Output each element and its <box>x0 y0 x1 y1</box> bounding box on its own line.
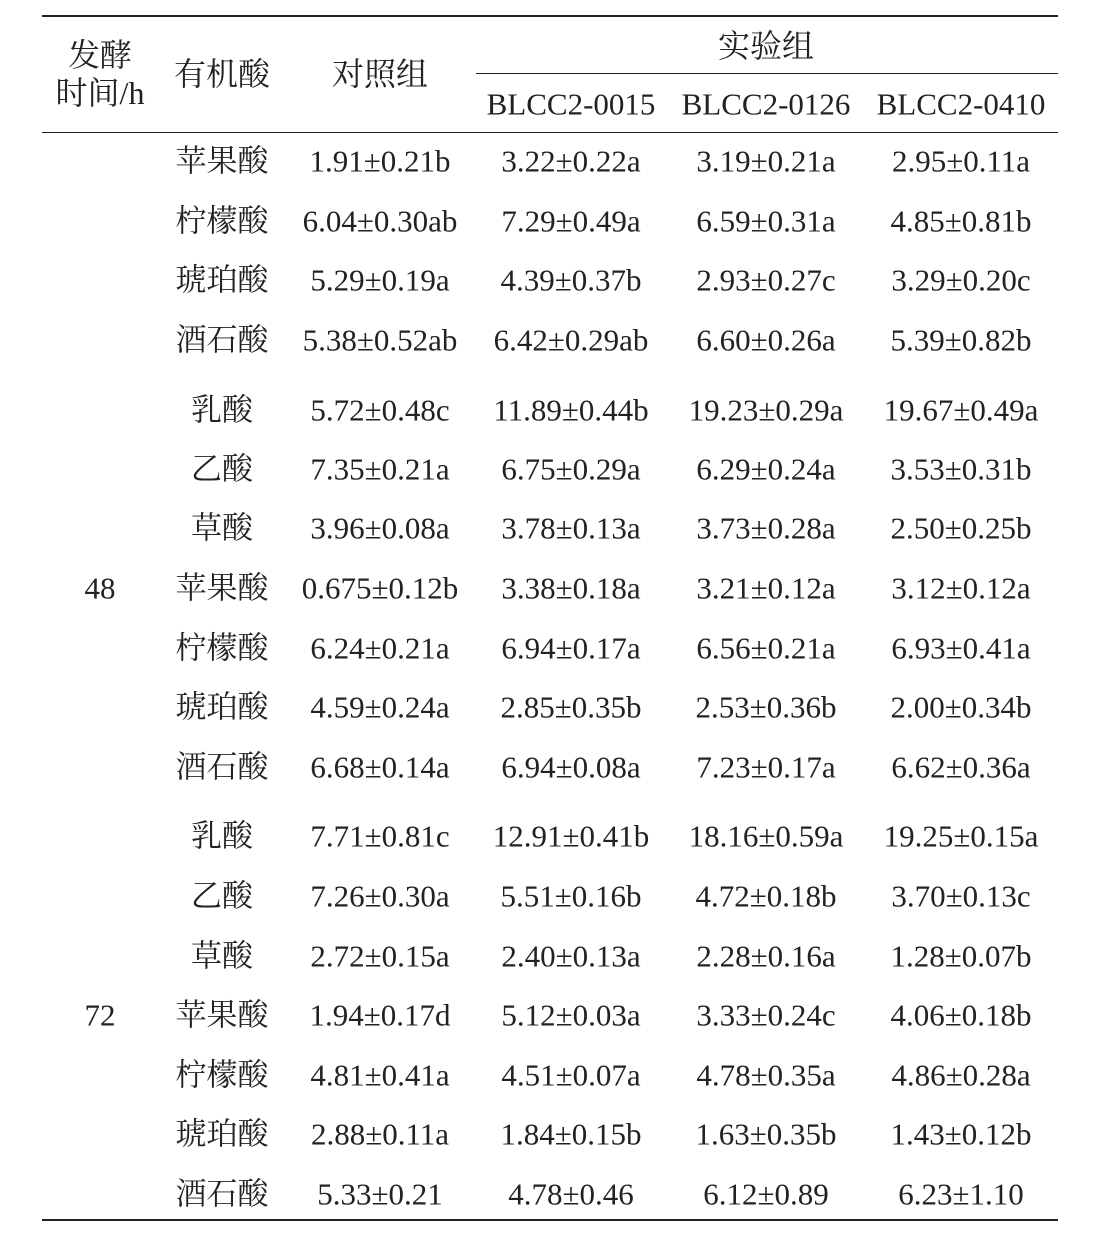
control-value-cell: 5.29±0.19a <box>310 262 450 298</box>
strain3-value-cell: 5.39±0.82b <box>890 322 1032 358</box>
control-value-cell: 5.33±0.21 <box>317 1176 443 1212</box>
acid-name-cell: 乳酸 <box>191 818 253 854</box>
strain2-value-cell: 7.23±0.17a <box>696 749 836 785</box>
control-value-cell: 6.68±0.14a <box>310 749 450 785</box>
strain1-value-cell: 2.40±0.13a <box>501 938 641 974</box>
control-value-cell: 4.59±0.24a <box>310 689 450 725</box>
strain2-value-cell: 19.23±0.29a <box>688 392 844 428</box>
strain2-value-cell: 4.72±0.18b <box>695 878 837 914</box>
time-header <box>56 36 145 112</box>
strain3-value-cell: 6.62±0.36a <box>891 749 1031 785</box>
strain1-value-cell: 5.51±0.16b <box>500 878 642 914</box>
acid-header: 有机酸 <box>173 56 271 92</box>
strain3-value-cell: 2.50±0.25b <box>890 510 1032 546</box>
strain3-value-cell: 3.12±0.12a <box>891 570 1031 606</box>
strain3-value-cell: 4.85±0.81b <box>890 203 1032 239</box>
acid-name-cell: 琥珀酸 <box>175 1116 269 1152</box>
strain1-value-cell: 3.78±0.13a <box>501 510 641 546</box>
strain3-value-cell: 19.25±0.15a <box>883 818 1039 854</box>
control-value-cell: 3.96±0.08a <box>310 510 450 546</box>
acid-name-cell: 乳酸 <box>191 392 253 428</box>
control-value-cell: 5.72±0.48c <box>310 392 450 428</box>
header-bottom-rule <box>42 132 1058 133</box>
strain2-value-cell: 6.60±0.26a <box>696 322 836 358</box>
strain1-value-cell: 4.39±0.37b <box>500 262 642 298</box>
control-value-cell: 7.35±0.21a <box>310 451 450 487</box>
time-cell: 48 <box>84 570 116 606</box>
strain3-value-cell: 3.29±0.20c <box>891 262 1031 298</box>
strain1-value-cell: 4.51±0.07a <box>501 1057 641 1093</box>
acid-name-cell: 乙酸 <box>191 878 253 914</box>
strain3-value-cell: 2.95±0.11a <box>891 143 1031 179</box>
time-cell: 72 <box>84 997 116 1033</box>
strain2-value-cell: 6.12±0.89 <box>703 1176 829 1212</box>
strain2-value-cell: 6.56±0.21a <box>696 630 836 666</box>
acid-name-cell: 柠檬酸 <box>175 630 269 666</box>
strain1-value-cell: 6.75±0.29a <box>501 451 641 487</box>
control-value-cell: 1.94±0.17d <box>309 997 451 1033</box>
strain1-value-cell: 1.84±0.15b <box>500 1116 642 1152</box>
strain3-value-cell: 6.23±1.10 <box>898 1176 1024 1212</box>
control-value-cell: 1.91±0.21b <box>309 143 451 179</box>
strain2-value-cell: 6.59±0.31a <box>696 203 836 239</box>
acid-name-cell: 草酸 <box>191 510 253 546</box>
acid-name-cell: 苹果酸 <box>175 997 269 1033</box>
control-value-cell: 2.88±0.11a <box>310 1116 450 1152</box>
strain-header-2: BLCC2-0126 <box>681 86 851 122</box>
strain2-value-cell: 4.78±0.35a <box>696 1057 836 1093</box>
group-header-rule <box>476 73 1058 74</box>
strain1-value-cell: 11.89±0.44b <box>493 392 649 428</box>
acid-name-cell: 琥珀酸 <box>175 262 269 298</box>
strain2-value-cell: 18.16±0.59a <box>688 818 844 854</box>
strain3-value-cell: 2.00±0.34b <box>890 689 1032 725</box>
control-value-cell: 0.675±0.12b <box>301 570 459 606</box>
strain-header-3: BLCC2-0410 <box>876 86 1046 122</box>
strain1-value-cell: 5.12±0.03a <box>501 997 641 1033</box>
acid-name-cell: 苹果酸 <box>175 143 269 179</box>
strain1-value-cell: 6.42±0.29ab <box>493 322 649 358</box>
acid-name-cell: 酒石酸 <box>175 749 269 785</box>
strain2-value-cell: 2.28±0.16a <box>696 938 836 974</box>
acid-name-cell: 苹果酸 <box>175 570 269 606</box>
acid-name-cell: 琥珀酸 <box>175 689 269 725</box>
strain2-value-cell: 2.93±0.27c <box>696 262 836 298</box>
strain1-value-cell: 3.38±0.18a <box>501 570 641 606</box>
control-header: 对照组 <box>331 56 429 92</box>
control-value-cell: 6.24±0.21a <box>310 630 450 666</box>
acid-name-cell: 草酸 <box>191 938 253 974</box>
strain3-value-cell: 1.43±0.12b <box>890 1116 1032 1152</box>
strain1-value-cell: 2.85±0.35b <box>500 689 642 725</box>
strain2-value-cell: 1.63±0.35b <box>695 1116 837 1152</box>
table-top-rule <box>42 15 1058 17</box>
strain2-value-cell: 3.73±0.28a <box>696 510 836 546</box>
experiment-group-header: 实验组 <box>717 28 815 64</box>
strain3-value-cell: 1.28±0.07b <box>890 938 1032 974</box>
strain3-value-cell: 6.93±0.41a <box>891 630 1031 666</box>
time-header-line2: 时间/h <box>55 75 145 111</box>
time-header-line1: 发酵 <box>67 37 132 73</box>
strain3-value-cell: 19.67±0.49a <box>883 392 1039 428</box>
control-value-cell: 4.81±0.41a <box>310 1057 450 1093</box>
strain1-value-cell: 12.91±0.41b <box>492 818 650 854</box>
acid-name-cell: 柠檬酸 <box>175 1057 269 1093</box>
control-value-cell: 6.04±0.30ab <box>302 203 458 239</box>
strain1-value-cell: 3.22±0.22a <box>501 143 641 179</box>
strain3-value-cell: 3.70±0.13c <box>891 878 1031 914</box>
strain2-value-cell: 6.29±0.24a <box>696 451 836 487</box>
acid-name-cell: 柠檬酸 <box>175 203 269 239</box>
control-value-cell: 7.71±0.81c <box>310 818 450 854</box>
strain2-value-cell: 3.21±0.12a <box>696 570 836 606</box>
table-bottom-rule <box>42 1219 1058 1221</box>
strain1-value-cell: 6.94±0.08a <box>501 749 641 785</box>
control-value-cell: 5.38±0.52ab <box>302 322 458 358</box>
strain2-value-cell: 2.53±0.36b <box>695 689 837 725</box>
control-value-cell: 2.72±0.15a <box>310 938 450 974</box>
strain-header-1: BLCC2-0015 <box>486 86 656 122</box>
strain1-value-cell: 6.94±0.17a <box>501 630 641 666</box>
strain3-value-cell: 4.06±0.18b <box>890 997 1032 1033</box>
strain3-value-cell: 3.53±0.31b <box>890 451 1032 487</box>
strain2-value-cell: 3.33±0.24c <box>696 997 836 1033</box>
strain3-value-cell: 4.86±0.28a <box>891 1057 1031 1093</box>
strain2-value-cell: 3.19±0.21a <box>696 143 836 179</box>
acid-name-cell: 酒石酸 <box>175 1176 269 1212</box>
strain1-value-cell: 4.78±0.46 <box>508 1176 634 1212</box>
control-value-cell: 7.26±0.30a <box>310 878 450 914</box>
acid-name-cell: 乙酸 <box>191 451 253 487</box>
acid-name-cell: 酒石酸 <box>175 322 269 358</box>
strain1-value-cell: 7.29±0.49a <box>501 203 641 239</box>
